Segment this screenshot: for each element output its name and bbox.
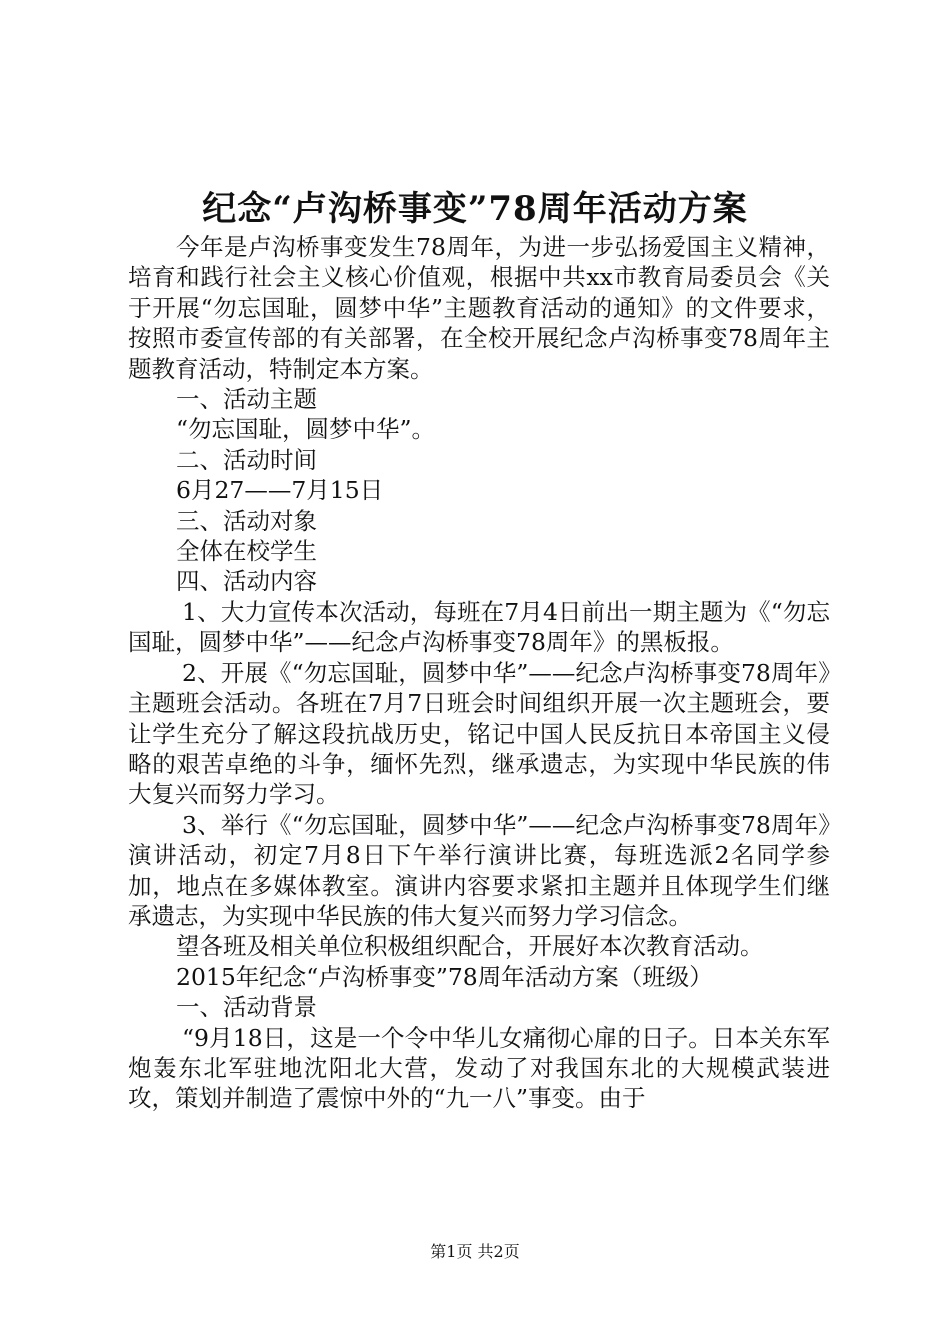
document-body bbox=[128, 232, 830, 1114]
time-text: 6月27——7月15日 bbox=[176, 476, 384, 505]
section-heading-content: 四、活动内容 bbox=[176, 567, 317, 596]
background-paragraph: “9月18日，这是一个令中华儿女痛彻心扉的日子。日本关东军炮轰东北军驻地沈阳北大营，发动了对我国东北的大规模武装进攻，策划并制造了震惊中外的“九一八”事变。由于 bbox=[128, 1023, 830, 1113]
page-footer: 第1页 共2页 bbox=[430, 1242, 520, 1261]
section-heading-audience: 三、活动对象 bbox=[176, 506, 317, 535]
content-item-3: 3、举行《“勿忘国耻，圆梦中华”——纪念卢沟桥事变78周年》演讲活动，初定7月8日下午举行演讲比赛，每班选派2名同学参加，地点在多媒体教室。演讲内容要求紧扣主题并且体现学生们继承遗志，为实现中华民族的伟大复兴而努力学习信念。 bbox=[128, 810, 830, 930]
document-title: 纪念“卢沟桥事变”78周年活动方案 bbox=[202, 189, 748, 229]
audience-text: 全体在校学生 bbox=[176, 537, 317, 566]
closing-paragraph: 望各班及相关单位积极组织配合，开展好本次教育活动。 bbox=[176, 932, 764, 961]
content-item-2: 2、开展《“勿忘国耻，圆梦中华”——纪念卢沟桥事变78周年》主题班会活动。各班在7月7日班会时间组织开展一次主题班会，要让学生充分了解这段抗战历史，铭记中国人民反抗日本帝国主义侵略的艰苦卓绝的斗争，缅怀先烈，继承遗志，为实现中华民族的伟大复兴而努力学习。 bbox=[128, 658, 830, 809]
section-heading-theme: 一、活动主题 bbox=[176, 385, 317, 414]
second-plan-title: 2015年纪念“卢沟桥事变”78周年活动方案（班级） bbox=[176, 962, 713, 991]
intro-paragraph: 今年是卢沟桥事变发生78周年，为进一步弘扬爱国主义精神，培育和践行社会主义核心价值观，根据中共xx市教育局委员会《关于开展“勿忘国耻，圆梦中华”主题教育活动的通知》的文件要求，按照市委宣传部的有关部署，在全校开展纪念卢沟桥事变78周年主题教育活动，特制定本方案。 bbox=[128, 233, 830, 383]
section-heading-time: 二、活动时间 bbox=[176, 445, 317, 474]
theme-text: “勿忘国耻，圆梦中华”。 bbox=[176, 415, 436, 444]
section-heading-background: 一、活动背景 bbox=[176, 993, 317, 1022]
content-item-1: 1、大力宣传本次活动，每班在7月4日前出一期主题为《“勿忘国耻，圆梦中华”——纪念卢沟桥事变78周年》的黑板报。 bbox=[128, 597, 830, 657]
